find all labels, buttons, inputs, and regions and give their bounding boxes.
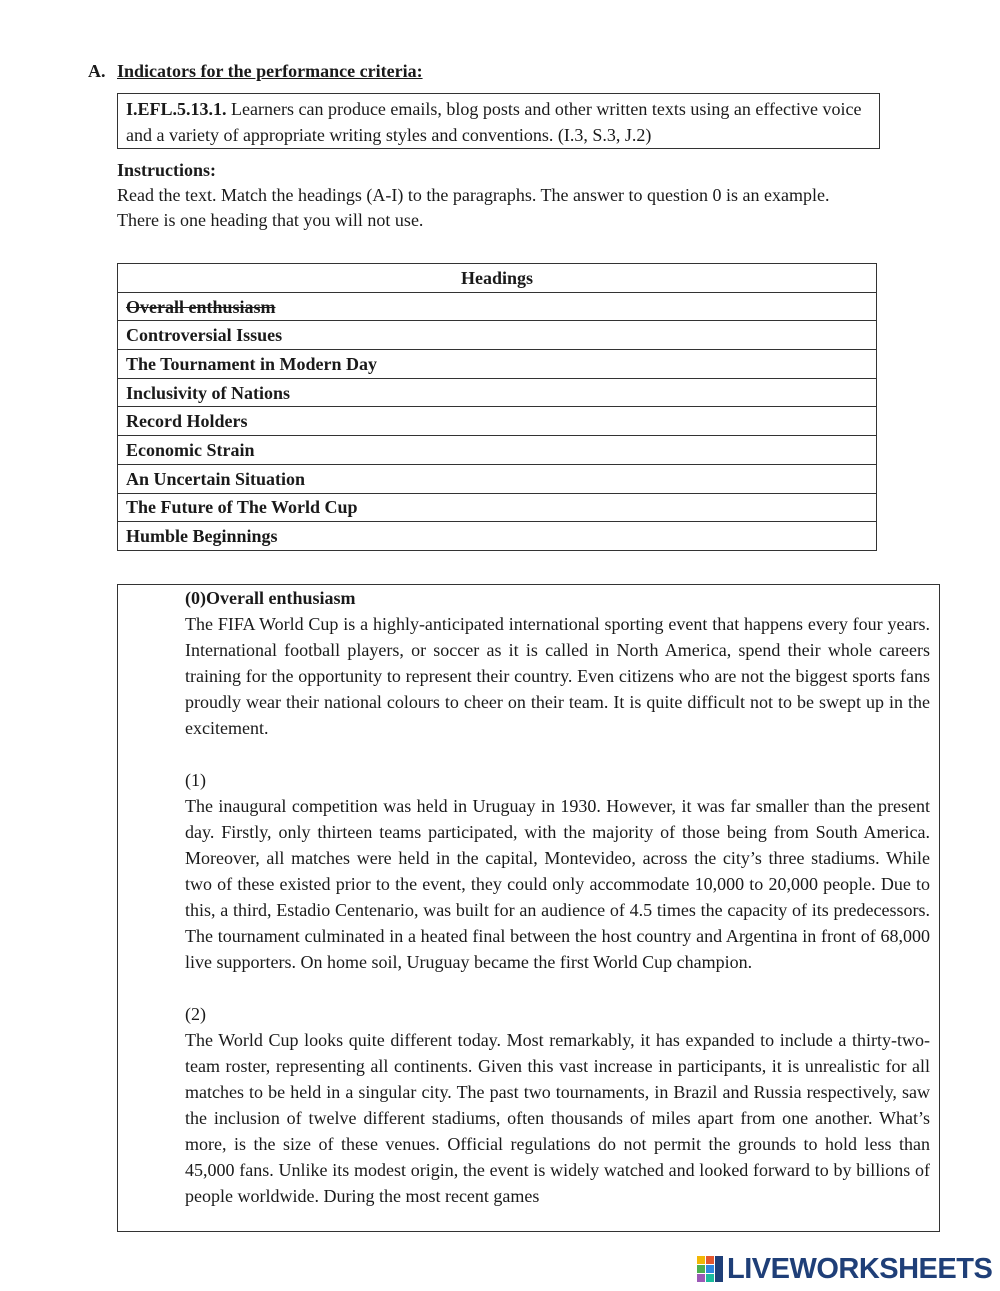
indicator-code: I.EFL.5.13.1.: [126, 99, 227, 119]
paragraph-2-number[interactable]: (2): [185, 1004, 206, 1024]
heading-item[interactable]: Economic Strain: [118, 436, 877, 465]
section-letter: A.: [88, 61, 106, 81]
liveworksheets-logo-icon: [697, 1256, 723, 1282]
headings-table: [117, 263, 877, 551]
indicator-text: Learners can produce emails, blog posts and other written texts using an effective voice and a variety of appropriate writing styles and conventions. (I.3, S.3, J.2): [126, 99, 862, 145]
instructions-line-2: There is one heading that you will not use.: [117, 210, 424, 230]
instructions-line-1: Read the text. Match the headings (A-I) to the paragraphs. The answer to question 0 is an example.: [117, 185, 830, 205]
heading-item[interactable]: An Uncertain Situation: [118, 464, 877, 493]
heading-item[interactable]: Humble Beginnings: [118, 522, 877, 551]
paragraph-2-body: The World Cup looks quite different today. Most remarkably, it has expanded to include a thirty-two-team roster, representing all continents. Given this vast increase in participants, it is unrealistic for all matches to be held in a singular city. The past two tournaments, in Brazil and Russia respectively, saw the inclusion of twelve different stadiums, often thousands of miles apart from one another. What’s more, is the size of these venues. Official regulations do not permit the grounds to hold less than 45,000 fans. Unlike its modest origin, the event is widely watched and looked forward to by billions of people worldwide. During the most recent games: [185, 1030, 930, 1206]
liveworksheets-logo: [697, 1253, 992, 1285]
heading-item[interactable]: Controversial Issues: [118, 321, 877, 350]
paragraph-0-title: (0)Overall enthusiasm: [185, 588, 356, 608]
section-title: Indicators for the performance criteria:: [117, 61, 423, 81]
paragraph-1-number[interactable]: (1): [185, 770, 206, 790]
heading-item[interactable]: Inclusivity of Nations: [118, 378, 877, 407]
heading-item[interactable]: The Future of The World Cup: [118, 493, 877, 522]
instructions-title: Instructions:: [117, 160, 217, 180]
paragraph-1-body: The inaugural competition was held in Uruguay in 1930. However, it was far smaller than the present day. Firstly, only thirteen teams participated, with the majority of those being from South America. Moreover, all matches were held in the capital, Montevideo, across the city’s three stadiums. While two of these existed prior to the event, they could only accommodate 10,000 to 20,000 people. Due to this, a third, Estadio Centenario, was built for an audience of 4.5 times the capacity of its predecessors. The tournament culminated in a heated final between the host country and Argentina in front of 68,000 live supporters. On home soil, Uruguay became the first World Cup champion.: [185, 796, 930, 972]
reading-text-box: [117, 584, 940, 1232]
reading-text: [185, 585, 930, 1209]
liveworksheets-logo-text: LIVEWORKSHEETS: [727, 1252, 993, 1285]
indicator-box: [117, 93, 880, 149]
heading-item[interactable]: Overall enthusiasm: [118, 292, 877, 321]
heading-item[interactable]: The Tournament in Modern Day: [118, 350, 877, 379]
headings-table-header: Headings: [118, 264, 877, 293]
instructions: [117, 158, 917, 233]
paragraph-0-body: The FIFA World Cup is a highly-anticipated international sporting event that happens every four years. International football players, or soccer as it is called in North America, spend their whole careers training for the opportunity to represent their country. Even citizens who are not the biggest sports fans proudly wear their national colours to cheer on their team. It is quite difficult not to be swept up in the excitement.: [185, 614, 930, 738]
heading-item[interactable]: Record Holders: [118, 407, 877, 436]
section-heading: [88, 60, 423, 82]
